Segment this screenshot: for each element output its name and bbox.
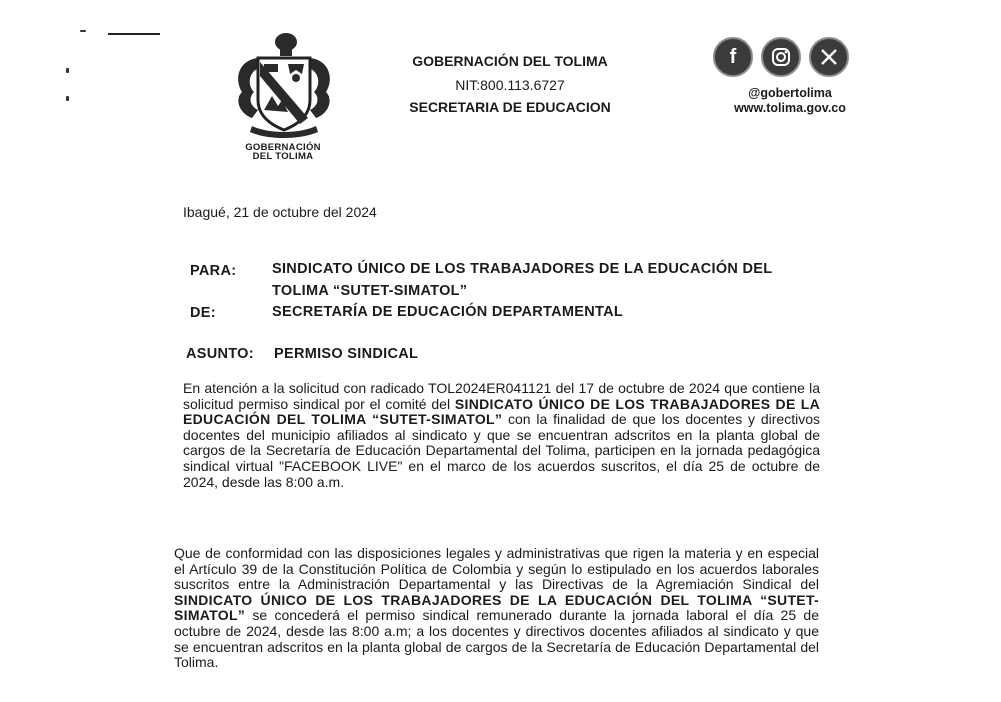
subject-value: PERMISO SINDICAL xyxy=(274,346,419,362)
coat-of-arms-icon xyxy=(228,30,338,138)
paragraph-2 xyxy=(174,546,819,671)
coat-of-arms-logo xyxy=(228,30,338,162)
scan-dot xyxy=(66,68,69,73)
social-handle[interactable]: @gobertolima xyxy=(748,86,832,100)
x-icon[interactable] xyxy=(809,37,849,77)
scan-dot xyxy=(66,96,69,101)
letter-date: Ibagué, 21 de octubre del 2024 xyxy=(183,204,377,220)
org-nit: NIT:800.113.6727 xyxy=(455,77,565,93)
paragraph-2-text-c: se concederá el permiso sindical remunerado durante la jornada laboral el día 25 de octubre de 2024, desde las 8:00 a.m; a los docentes y directivos docentes afiliados al sindicato y que se encuentran adscritos en la planta global de cargos de la Secretaría de Educación Departamental del Tolima. xyxy=(174,607,819,671)
scan-mark xyxy=(108,33,160,35)
scan-dot xyxy=(80,30,86,32)
paragraph-1-text-c: con la finalidad de que los docentes y directivos docentes del municipio afiliados al sindicato y que se encuentran adscritos en la planta global de cargos de la Secretaría de Educación Departamental del Tolima, participen en la jornada pedagógica sindical virtual "FACEBOOK LIVE" en el marco de los acuerdos suscritos, el día 25 de octubre de 2024, desde las 8:00 a.m. xyxy=(183,411,821,490)
paragraph-2-text-a: Que de conformidad con las disposiciones legales y administrativas que rigen la materia y en especial el Artículo 39 de la Constitución Política de Colombia y según lo estipulado en los acuerdos laborales suscritos entre la Administración Departamental y las Directivas de la Agremiación Sindical del xyxy=(174,545,819,593)
subject-label: ASUNTO: xyxy=(186,346,254,362)
from-label: DE: xyxy=(190,305,216,321)
facebook-icon[interactable]: f xyxy=(713,37,753,77)
paragraph-2-union-name: SINDICATO ÚNICO DE LOS TRABAJADORES DE LA EDUCACIÓN DEL TOLIMA “SUTET-SIMATOL” xyxy=(174,591,819,624)
paragraph-1-text-a: En atención a la solicitud con radicado TOL2024ER041121 del 17 de octubre de 2024 que contiene la solicitud permiso sindical por el comité del xyxy=(183,380,820,412)
to-value-line1: SINDICATO ÚNICO DE LOS TRABAJADORES DE LA EDUCACIÓN DEL xyxy=(272,261,773,277)
website-link[interactable]: www.tolima.gov.co xyxy=(734,101,846,115)
logo-caption-line1: GOBERNACIÓN xyxy=(245,142,321,153)
org-department: SECRETARIA DE EDUCACION xyxy=(409,99,611,115)
to-value-line2: TOLIMA “SUTET-SIMATOL” xyxy=(272,283,468,299)
paragraph-1-union-name: SINDICATO ÚNICO DE LOS TRABAJADORES DE LA EDUCACIÓN DEL TOLIMA “SUTET-SIMATOL” xyxy=(183,395,820,428)
from-value: SECRETARÍA DE EDUCACIÓN DEPARTAMENTAL xyxy=(272,304,624,320)
paragraph-1 xyxy=(183,381,820,490)
social-icons xyxy=(713,37,849,77)
org-name: GOBERNACIÓN DEL TOLIMA xyxy=(412,53,608,69)
logo-caption-line2: DEL TOLIMA xyxy=(252,151,314,162)
instagram-icon[interactable] xyxy=(761,37,801,77)
to-label: PARA: xyxy=(190,263,237,279)
